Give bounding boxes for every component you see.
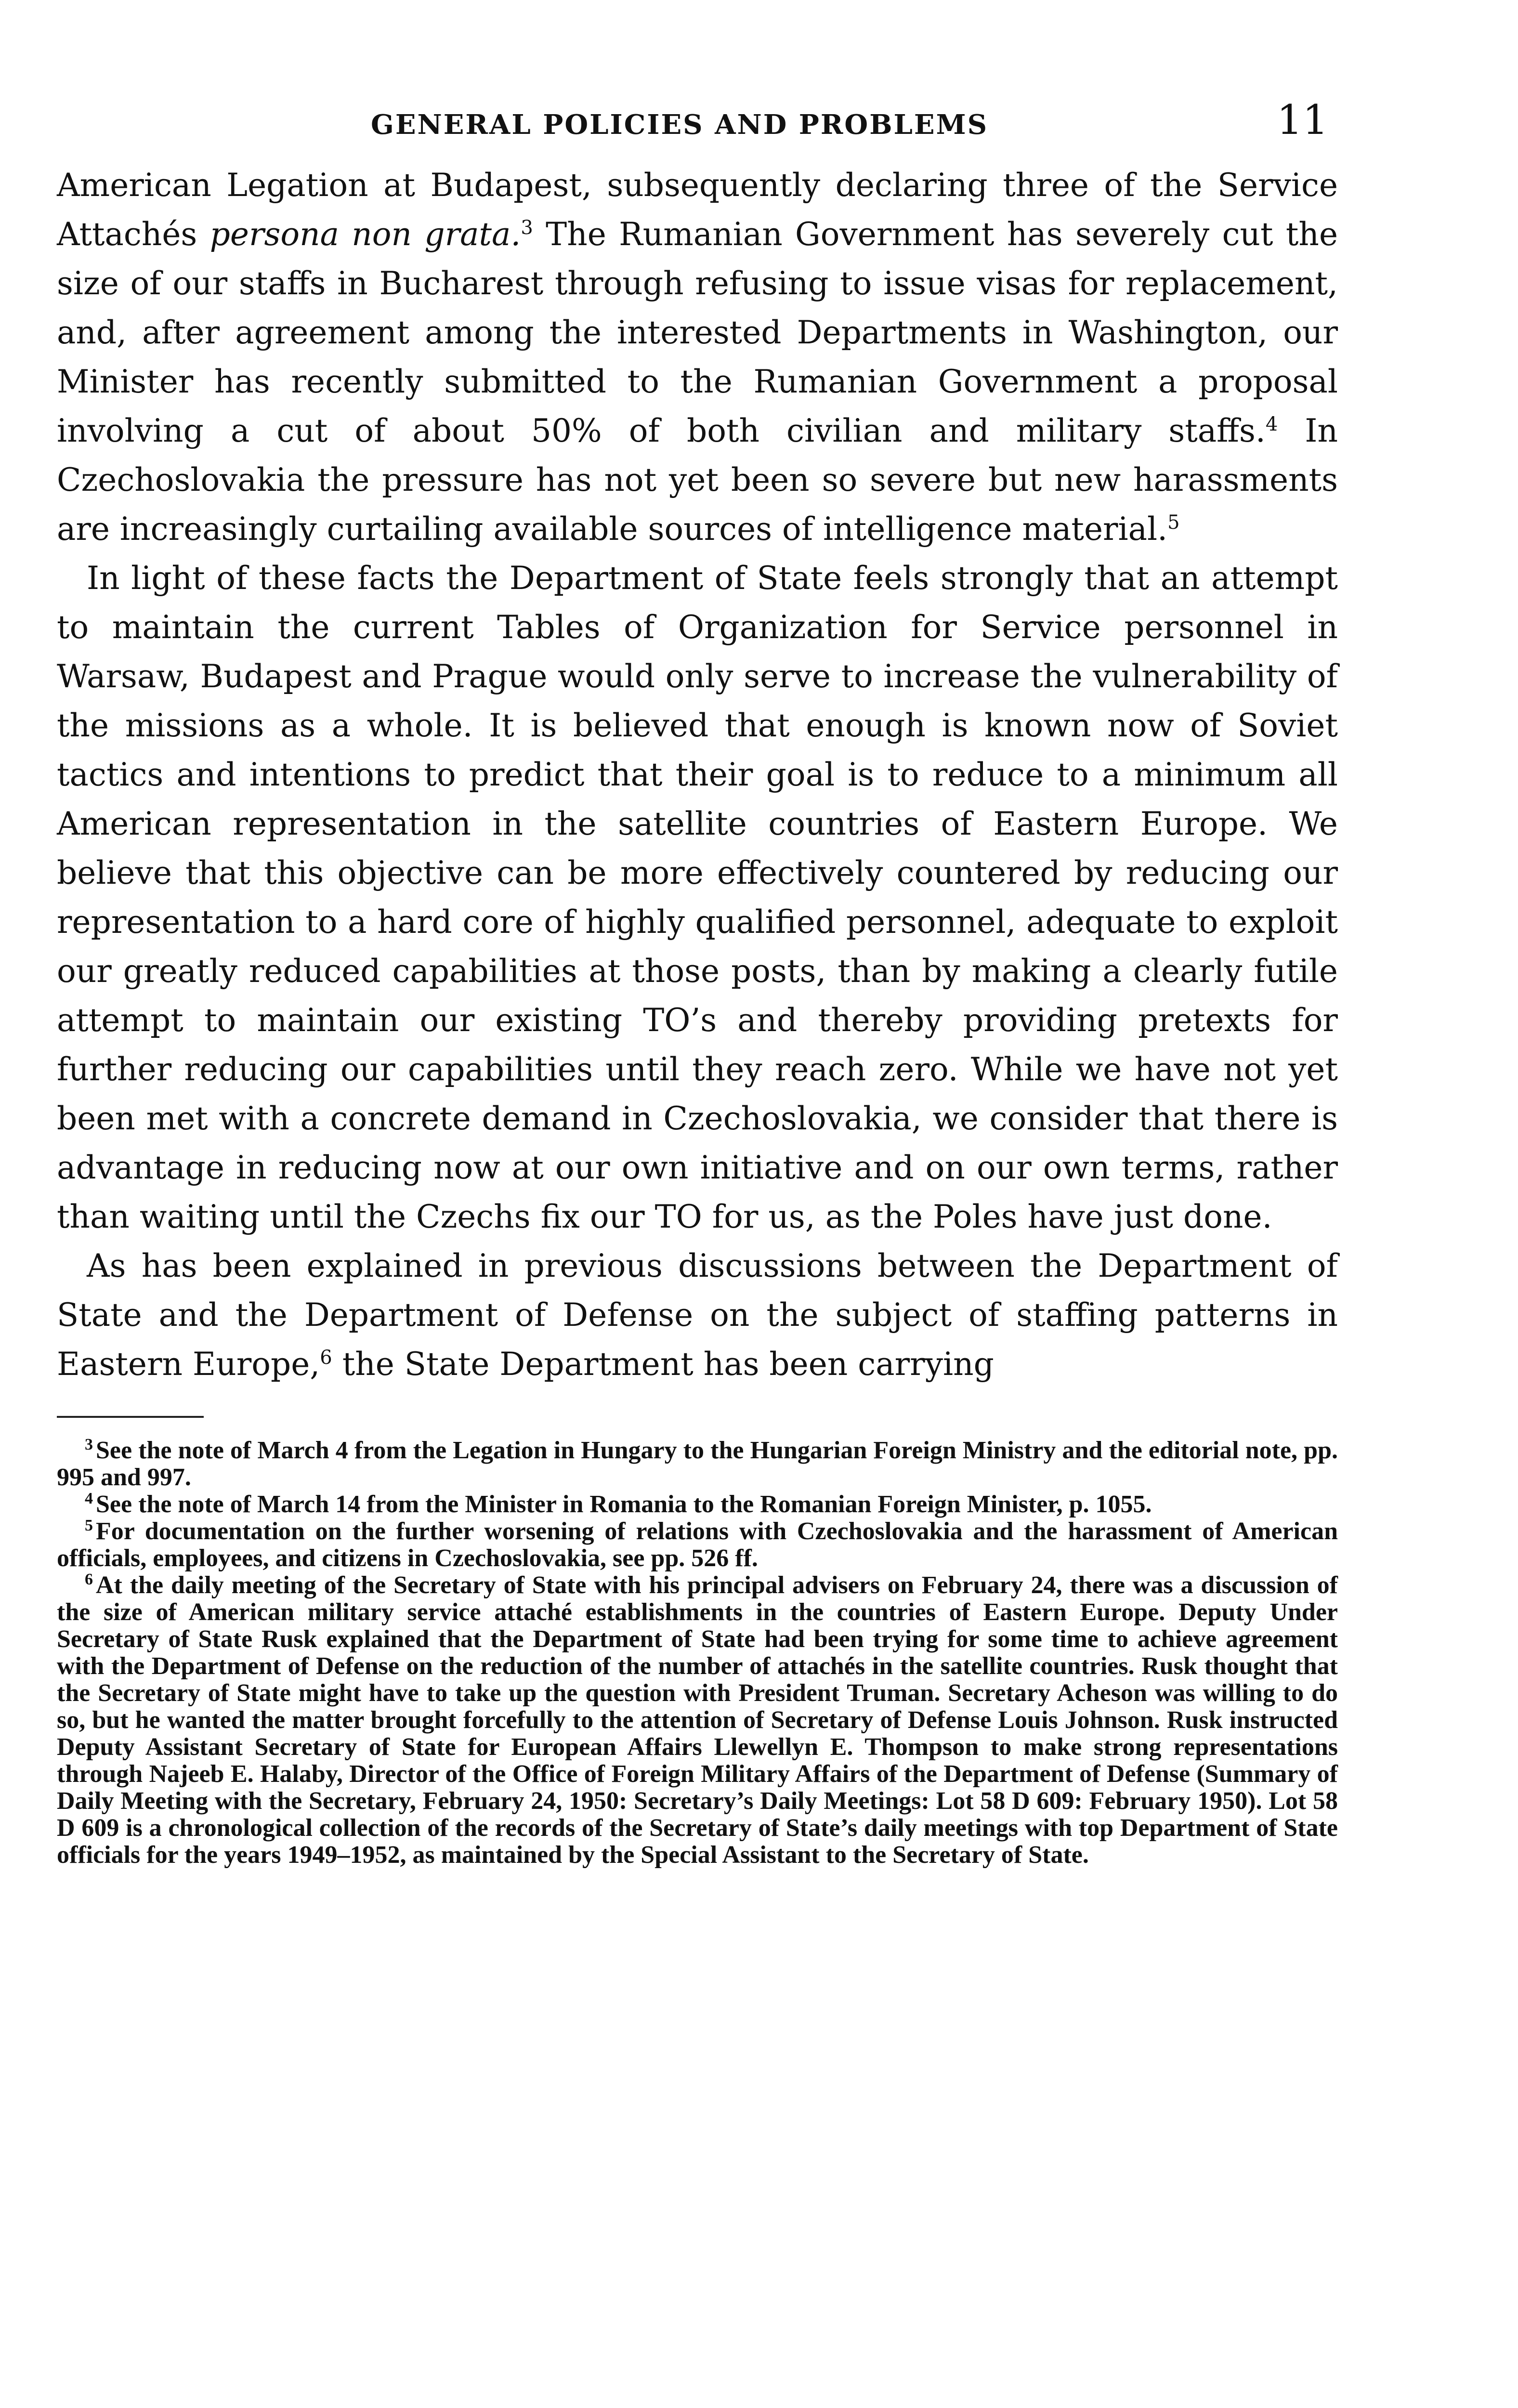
footnote-6 <box>57 1572 1338 1869</box>
paragraph-1-part-c: In Czechoslovakia the pressure has not yet been so severe but new harassments are increasingly curtailing available sources of intelligence material. <box>57 412 1338 548</box>
paragraph-1-italic-phrase: persona non grata. <box>209 216 521 253</box>
footnote-3 <box>57 1437 1338 1491</box>
footnote-4-text: See the note of March 14 from the Minister in Romania to the Romanian Foreign Minister, p. 1055. <box>96 1491 1152 1518</box>
running-head <box>57 96 1338 149</box>
footnote-5-mark: 5 <box>85 1516 93 1534</box>
footnote-ref-5: 5 <box>1167 511 1180 534</box>
body-text <box>57 161 1338 1389</box>
document-page <box>57 96 1338 1869</box>
footnote-5 <box>57 1518 1338 1572</box>
paragraph-1-part-a: American Legation at Budapest, subsequently declaring three of the Service Attachés <box>57 167 1338 253</box>
running-head-title: GENERAL POLICIES AND PROBLEMS <box>371 109 989 141</box>
footnote-ref-4: 4 <box>1265 413 1278 435</box>
paragraph-3-part-a: As has been explained in previous discussions between the Department of State and the Department of Defense on the subject of staffing patterns in Eastern Europe, <box>57 1247 1338 1383</box>
paragraph-3-part-b: the State Department has been carrying <box>332 1346 994 1383</box>
paragraph-3 <box>57 1242 1338 1389</box>
footnote-ref-6: 6 <box>320 1347 332 1369</box>
footnote-4 <box>57 1491 1338 1518</box>
paragraph-2: In light of these facts the Department of State feels strongly that an attempt to maintain the current Tables of Organization for Service personnel in Warsaw, Budapest and Prague would only serve to increase the vulnerability of the missions as a whole. It is believed that enough is known now of Soviet tactics and intentions to predict that their goal is to reduce to a minimum all American representation in the satellite countries of Eastern Europe. We believe that this objective can be more effectively countered by reducing our representation to a hard core of highly qualified personnel, adequate to exploit our greatly reduced capabilities at those posts, than by making a clearly futile attempt to maintain our existing TO’s and thereby providing pretexts for further reducing our capabilities until they reach zero. While we have not yet been met with a concrete demand in Czechoslovakia, we consider that there is advantage in reducing now at our own initiative and on our own terms, rather than waiting until the Czechs fix our TO for us, as the Poles have just done. <box>57 560 1338 1235</box>
footnote-ref-3: 3 <box>521 217 533 239</box>
footnote-3-text: See the note of March 4 from the Legation in Hungary to the Hungarian Foreign Ministry and the editorial note, pp. 995 and 997. <box>57 1437 1338 1491</box>
paragraph-1 <box>57 161 1338 554</box>
page-number: 11 <box>1277 96 1328 144</box>
footnotes <box>57 1437 1338 1869</box>
paragraph-1-part-b: The Rumanian Government has severely cut the size of our staffs in Bucharest through refusing to issue visas for replacement, and, after agreement among the interested Departments in Washington, our Minister has recently submitted to the Rumanian Government a proposal involving a cut of about 50% of both civilian and military staffs. <box>57 216 1338 449</box>
footnote-5-text: For documentation on the further worsening of relations with Czechoslovakia and the harassment of American officials, employees, and citizens in Czechoslovakia, see pp. 526 ff. <box>57 1518 1338 1572</box>
footnote-3-mark: 3 <box>85 1435 93 1453</box>
footnote-6-text: At the daily meeting of the Secretary of State with his principal advisers on February 24, there was a discussion of the size of American military service attaché establishments in the countries of Eastern Europe. Deputy Under Secretary of State Rusk explained that the Department of State had been trying for some time to achieve agreement with the Department of Defense on the reduction of the number of attachés in the satellite countries. Rusk thought that the Secretary of State might have to take up the question with President Truman. Secretary Acheson was willing to do so, but he wanted the matter brought forcefully to the attention of Secretary of Defense Louis Johnson. Rusk instructed Deputy Assistant Secretary of State for European Affairs Llewellyn E. Thompson to make strong representations through Najeeb E. Halaby, Director of the Office of Foreign Military Affairs of the Department of Defense (Summary of Daily Meeting with the Secretary, February 24, 1950: Secretary’s Daily Meetings: Lot 58 D 609: February 1950). Lot 58 D 609 is a chronological collection of the records of the Secretary of State’s daily meetings with top Department of State officials for the years 1949–1952, as maintained by the Special Assistant to the Secretary of State. <box>57 1571 1338 1869</box>
footnote-4-mark: 4 <box>85 1489 93 1507</box>
footnote-divider <box>57 1416 204 1418</box>
footnote-6-mark: 6 <box>85 1570 93 1588</box>
